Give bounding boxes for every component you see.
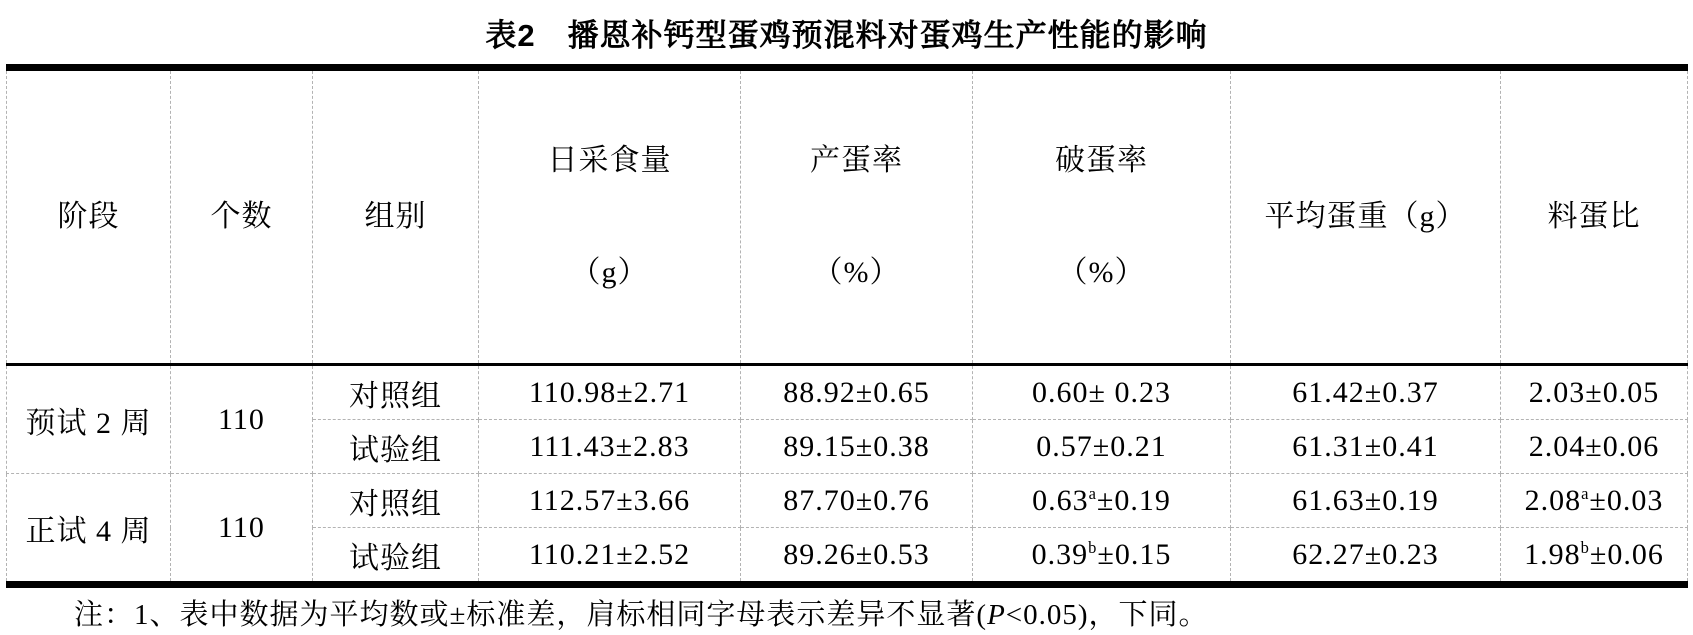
header-label: 个数 (210, 200, 273, 233)
header-cell-feed-egg-ratio (1501, 68, 1688, 365)
header-row (7, 68, 1688, 365)
cell-stage: 正试 4 周 (7, 474, 171, 585)
note-text-prefix: 注：1、表中数据为平均数或±标准差，肩标相同字母表示差异不显著( (74, 599, 988, 631)
header-label: 阶段 (57, 200, 120, 233)
cell-group: 对照组 (313, 474, 479, 528)
cell-egg-rate: 88.92±0.65 (741, 365, 973, 420)
cell-feed-intake: 112.57±3.66 (479, 474, 741, 528)
cell-group: 对照组 (313, 365, 479, 420)
header-label: 破蛋率 (1055, 144, 1148, 177)
cell-stage: 预试 2 周 (7, 365, 171, 474)
cell-broken-rate: 0.63$^a$±0.19 (973, 474, 1231, 528)
cell-feed-egg-ratio: 2.03±0.05 (1501, 365, 1688, 420)
table-caption: 表2 播恩补钙型蛋鸡预混料对蛋鸡生产性能的影响 (485, 18, 1208, 53)
header-unit: （g） (570, 256, 649, 289)
cell-broken-rate: 0.60± 0.23 (973, 365, 1231, 420)
cell-egg-rate: 89.26±0.53 (741, 528, 973, 585)
cell-egg-weight: 61.31±0.41 (1231, 420, 1501, 474)
header-cell-group (313, 68, 479, 365)
note-text-suffix: <0.05)，下同。 (1005, 599, 1209, 631)
cell-broken-rate: 0.39$^b$±0.15 (973, 528, 1231, 585)
header-unit: （%） (1057, 256, 1146, 289)
header-cell-feed-intake (479, 68, 741, 365)
header-cell-count (171, 68, 313, 365)
note-p-symbol: P (987, 599, 1006, 631)
cell-egg-weight: 61.42±0.37 (1231, 365, 1501, 420)
table-row (7, 365, 1688, 420)
header-label: 日采食量 (547, 144, 672, 177)
cell-egg-rate: 87.70±0.76 (741, 474, 973, 528)
cell-egg-weight: 61.63±0.19 (1231, 474, 1501, 528)
cell-feed-intake: 111.43±2.83 (479, 420, 741, 474)
cell-count: 110 (171, 365, 313, 474)
cell-feed-intake: 110.98±2.71 (479, 365, 741, 420)
cell-egg-rate: 89.15±0.38 (741, 420, 973, 474)
cell-count: 110 (171, 474, 313, 585)
header-cell-broken-rate (973, 68, 1231, 365)
header-label: 平均蛋重（g） (1264, 200, 1467, 233)
cell-feed-egg-ratio: 2.04±0.06 (1501, 420, 1688, 474)
performance-table (6, 64, 1688, 588)
cell-feed-intake: 110.21±2.52 (479, 528, 741, 585)
cell-group: 试验组 (313, 528, 479, 585)
header-cell-egg-rate (741, 68, 973, 365)
header-label: 产蛋率 (810, 144, 903, 177)
header-cell-egg-weight (1231, 68, 1501, 365)
table-note (74, 595, 1693, 635)
header-label: 组别 (364, 200, 427, 233)
cell-group: 试验组 (313, 420, 479, 474)
cell-egg-weight: 62.27±0.23 (1231, 528, 1501, 585)
header-cell-stage (7, 68, 171, 365)
table-row (7, 474, 1688, 528)
cell-broken-rate: 0.57±0.21 (973, 420, 1231, 474)
header-label: 料蛋比 (1547, 200, 1641, 233)
cell-feed-egg-ratio: 2.08$^a$±0.03 (1501, 474, 1688, 528)
header-unit: （%） (812, 256, 901, 289)
cell-feed-egg-ratio: 1.98$^b$±0.06 (1501, 528, 1688, 585)
